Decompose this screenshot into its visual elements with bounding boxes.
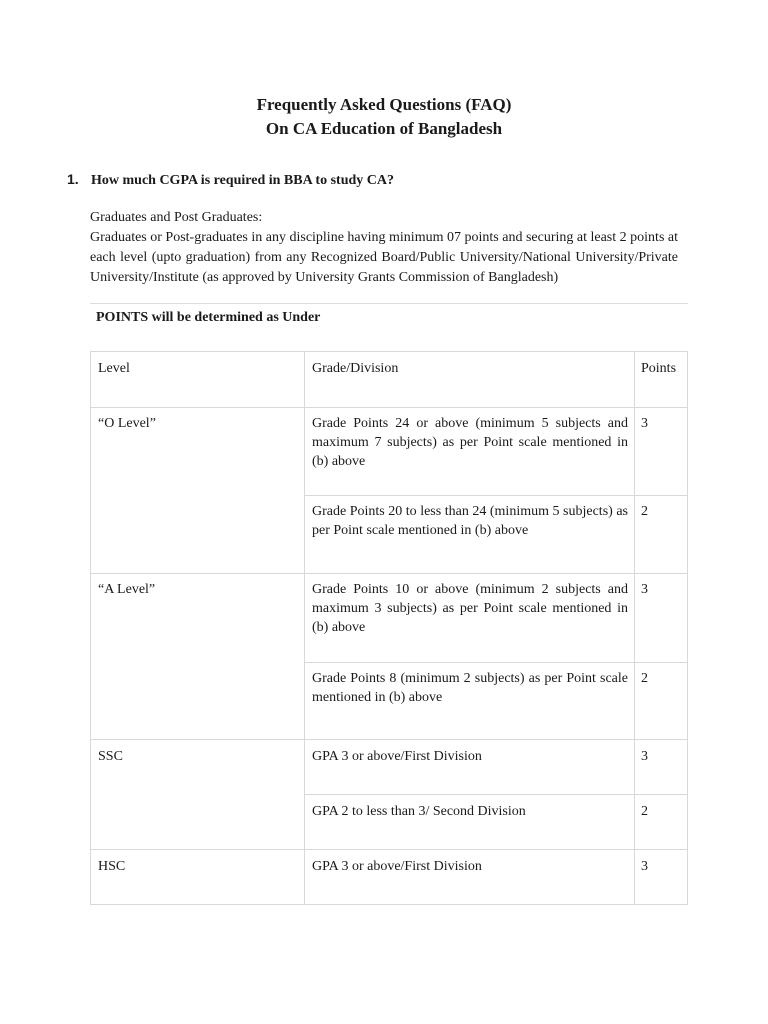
faq-question-1 (67, 171, 394, 189)
grade-cell: Grade Points 20 to less than 24 (minimum 5 subjects) as per Point scale mentioned in (b) above (312, 504, 628, 538)
points-cell: 2 (641, 804, 648, 819)
table-row-divider (90, 407, 688, 408)
subheading-graduates: Graduates (90, 210, 147, 225)
table-border-right (687, 351, 688, 905)
points-cell: 2 (641, 504, 648, 519)
document-title: Frequently Asked Questions (FAQ) (256, 95, 512, 114)
table-row-divider (90, 573, 688, 574)
grade-cell: Grade Points 8 (minimum 2 subjects) as per Point scale mentioned in (b) above (312, 671, 628, 705)
grade-cell: GPA 2 to less than 3/ Second Division (312, 804, 526, 819)
points-cell: 3 (641, 859, 648, 874)
table-row-divider (90, 739, 688, 740)
table-column-divider (304, 351, 305, 905)
level-hsc: HSC (98, 859, 126, 874)
table-row-divider (304, 495, 688, 496)
table-border-left (90, 351, 91, 905)
table-row-divider (304, 662, 688, 663)
table-border-bottom (90, 904, 688, 905)
eligibility-subheading (90, 208, 262, 228)
section-divider (90, 303, 688, 304)
header-points: Points (641, 361, 677, 376)
header-level: Level (98, 361, 130, 376)
grade-cell: Grade Points 24 or above (minimum 5 subjects and maximum 7 subjects) as per Point scale mentioned in (b) above (312, 416, 628, 469)
table-row-divider (304, 794, 688, 795)
eligibility-paragraph: Graduates or Post-graduates in any discipline having minimum 07 points and securing at least 2 points at each level (upto graduation) from any Recognized Board/Public University/National University/Private University/Institute (as approved by University Grants Commission of Bangladesh) (90, 230, 678, 285)
grade-cell: Grade Points 10 or above (minimum 2 subjects and maximum 3 subjects) as per Point scale mentioned in (b) above (312, 582, 628, 635)
grade-cell: GPA 3 or above/First Division (312, 749, 482, 764)
points-table (90, 351, 688, 905)
table-border-top (90, 351, 688, 352)
subheading-rest: and Post Graduates: (146, 210, 263, 225)
header-grade-division: Grade/Division (312, 361, 399, 376)
table-row-divider (90, 849, 688, 850)
table-column-divider (634, 351, 635, 905)
level-a-level: “A Level” (98, 582, 156, 597)
points-cell: 2 (641, 671, 648, 686)
points-cell: 3 (641, 416, 648, 431)
grade-cell: GPA 3 or above/First Division (312, 859, 482, 874)
question-text: How much CGPA is required in BBA to study CA? (91, 173, 394, 188)
points-title: POINTS will be determined as Under (96, 310, 321, 325)
level-o-level: “O Level” (98, 416, 156, 431)
points-cell: 3 (641, 582, 648, 597)
document-subtitle: On CA Education of Bangladesh (265, 119, 503, 138)
question-number: 1. (67, 171, 79, 187)
points-cell: 3 (641, 749, 648, 764)
level-ssc: SSC (98, 749, 123, 764)
